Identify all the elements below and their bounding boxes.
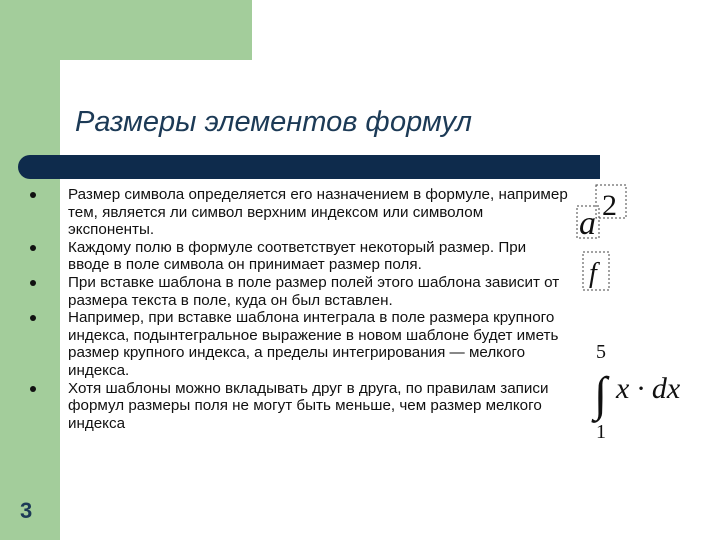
slide-number: 3 [20,498,33,523]
bullet-item [28,239,568,274]
bullet-dot-icon [30,245,36,251]
bullet-dot-icon [30,386,36,392]
formula-exponent: 2 [602,189,617,222]
bullet-dot-icon [30,315,36,321]
integral-lower-limit: 1 [596,421,606,443]
bullet-item [28,380,568,433]
power-formula [574,184,634,242]
slide-title: Размеры элементов формул [75,106,472,138]
title-divider-bar [18,155,600,179]
bullet-item [28,186,568,239]
rounded-corner [60,60,100,100]
bullet-dot-icon [30,192,36,198]
bullet-text: Размер символа определяется его назначением в формуле, например тем, является ли символ верхним индексом или символом экспоненты. [68,186,568,239]
bullet-text: Каждому полю в формуле соответствует некоторый размер. При вводе в поле символа он принимает размер поля. [68,238,527,274]
bullet-dot-icon [30,280,36,286]
integral-upper-limit: 5 [596,341,606,363]
integral-sign-icon: ∫ [594,368,608,421]
bullet-text: Например, при вставке шаблона интеграла в поле размера крупного индекса, подынтегральное выражение в новом шаблоне будет иметь размер крупного индекса, а пределы интегрирования — мелкого индекса. [68,309,559,379]
formula-base: a [579,205,596,242]
formula-field-symbol: f [589,258,597,289]
bullet-item [28,309,568,379]
bullet-text: Хотя шаблоны можно вкладывать друг в друга, по правилам записи формул размеры поля не могут быть меньше, чем размер мелкого индекса [68,379,549,432]
integral-integrand: x · dx [616,372,681,405]
bullet-list [28,186,568,432]
field-formula [580,250,616,294]
integral-formula [592,338,702,442]
bullet-text: При вставке шаблона в поле размер полей этого шаблона зависит от размера текста в поле, куда он был вставлен. [68,273,560,309]
bullet-item [28,274,568,309]
green-top-band [0,0,252,60]
